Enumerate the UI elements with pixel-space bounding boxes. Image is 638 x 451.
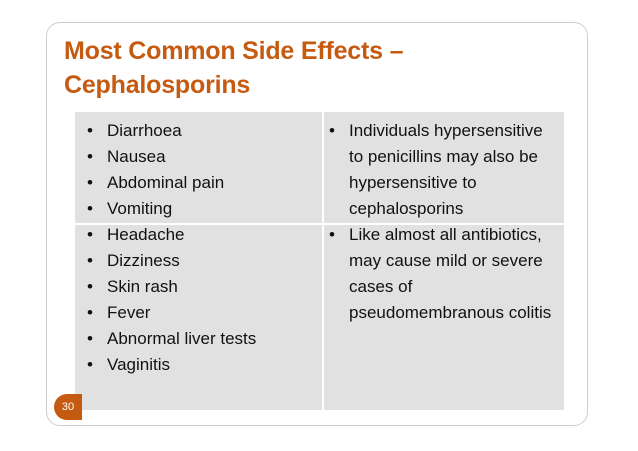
list-item: • Vaginitis bbox=[87, 352, 315, 378]
bullet: • bbox=[87, 199, 93, 218]
bullet: • bbox=[87, 251, 93, 270]
slide-title bbox=[64, 34, 403, 102]
bullet: • bbox=[329, 121, 335, 140]
list-item: • Fever bbox=[87, 300, 315, 326]
side-effects-table bbox=[75, 112, 564, 410]
list-item: • Headache bbox=[87, 222, 315, 248]
list-item: • Abdominal pain bbox=[87, 170, 315, 196]
bullet: • bbox=[87, 355, 93, 374]
bullet: • bbox=[87, 173, 93, 192]
notes-list bbox=[329, 118, 557, 326]
list-item: • Nausea bbox=[87, 144, 315, 170]
list-item: • Diarrhoea bbox=[87, 118, 315, 144]
bullet: • bbox=[87, 277, 93, 296]
list-item: • Abnormal liver tests bbox=[87, 326, 315, 352]
list-item: • Like almost all antibiotics, may cause mild or severe cases of pseudomembranous colitis bbox=[329, 222, 557, 326]
list-item: • Dizziness bbox=[87, 248, 315, 274]
list-item: • Individuals hypersensitive to penicillins may also be hypersensitive to cephalosporins bbox=[329, 118, 557, 222]
list-item: • Skin rash bbox=[87, 274, 315, 300]
list-item: • Vomiting bbox=[87, 196, 315, 222]
bullet: • bbox=[87, 329, 93, 348]
bullet: • bbox=[87, 303, 93, 322]
bullet: • bbox=[87, 225, 93, 244]
bullet: • bbox=[87, 147, 93, 166]
column-divider bbox=[322, 112, 324, 410]
page-number-badge: 30 bbox=[54, 394, 82, 420]
slide-title-line-1: Most Common Side Effects – bbox=[64, 37, 404, 65]
slide-title-line-2: Cephalosporins bbox=[64, 71, 251, 99]
bullet: • bbox=[87, 121, 93, 140]
common-side-effects-list bbox=[87, 118, 315, 378]
bullet: • bbox=[329, 225, 335, 244]
